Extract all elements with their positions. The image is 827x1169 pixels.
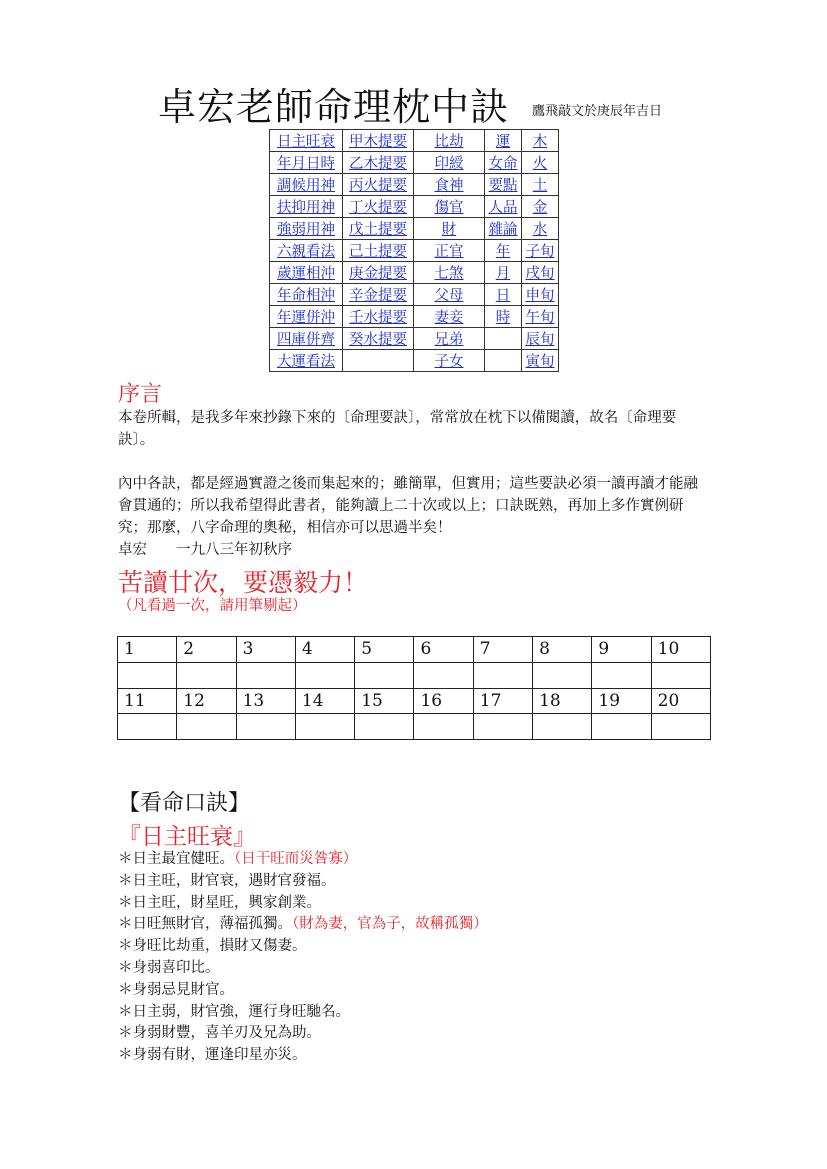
toc-cell — [414, 196, 485, 218]
page-subtitle: 鷹飛敲文於庚辰年吉日 — [532, 104, 663, 119]
motto-heading: 苦讀廿次，要憑毅力！ — [118, 568, 369, 597]
toc-link[interactable]: 年運併沖 — [277, 310, 335, 326]
toc-row — [270, 174, 559, 196]
grid-number-cell: 17 — [473, 688, 532, 714]
grid-number-cell: 8 — [533, 637, 592, 663]
grid-check-cell[interactable] — [355, 714, 414, 740]
grid-number-cell: 18 — [533, 688, 592, 714]
toc-cell — [522, 328, 559, 350]
toc-cell — [485, 306, 522, 328]
oral-tip-note: （日干旺而災咎寡） — [234, 851, 358, 867]
grid-check-cell[interactable] — [118, 714, 177, 740]
toc-link[interactable]: 財 — [441, 222, 457, 238]
toc-cell — [270, 174, 343, 196]
grid-number-row — [118, 637, 711, 663]
oral-tip-item — [118, 849, 488, 871]
grid-number-cell: 15 — [355, 688, 414, 714]
toc-cell — [343, 240, 414, 262]
toc-link[interactable]: 辰旬 — [525, 332, 555, 348]
oral-heading: 【看命口訣】 — [118, 791, 251, 816]
grid-check-cell[interactable] — [592, 662, 651, 688]
toc-link[interactable]: 丁火提要 — [349, 200, 407, 216]
oral-tips-list — [118, 849, 488, 1067]
toc-cell — [270, 350, 343, 372]
toc-cell — [270, 328, 343, 350]
toc-cell — [270, 306, 343, 328]
grid-number-cell: 4 — [295, 637, 354, 663]
oral-tip-item — [118, 914, 488, 936]
toc-cell — [522, 196, 559, 218]
toc-link[interactable]: 雜論 — [488, 222, 518, 238]
preface-para-2: 內中各訣，都是經過實證之後而集起來的；雖簡單，但實用；這些要訣必須一讀再讀才能融會貫通的；所以我希望得此書者，能夠讀上二十次或以上；口訣既熟，再加上多作實例研究；那麼，八字命理的奧秘，相信亦可以思過半矣！ — [118, 476, 698, 536]
toc-cell — [485, 240, 522, 262]
oral-tip-text: ＊日主弱，財官強，運行身旺馳名。 — [118, 1003, 350, 1020]
oral-tip-text: ＊日主最宜健旺。 — [118, 851, 234, 867]
toc-link[interactable]: 食神 — [434, 178, 464, 194]
toc-link[interactable]: 水 — [532, 222, 548, 238]
toc-cell — [343, 306, 414, 328]
oral-tip-text: ＊身弱財豐，喜羊刃及兄為助。 — [118, 1025, 321, 1042]
toc-link[interactable]: 日主旺衰 — [277, 134, 335, 150]
toc-link[interactable]: 強弱用神 — [277, 222, 335, 238]
grid-number-cell: 14 — [295, 688, 354, 714]
toc-row — [270, 284, 559, 306]
toc-cell — [522, 130, 559, 152]
toc-cell — [522, 262, 559, 284]
toc-cell — [485, 152, 522, 174]
toc-link[interactable]: 妻妾 — [434, 310, 464, 326]
oral-tip-note: （財為妻，官為子，故稱孤獨） — [292, 916, 488, 933]
toc-link[interactable]: 七煞 — [434, 266, 464, 282]
grid-number-cell: 19 — [592, 688, 651, 714]
toc-link[interactable]: 父母 — [434, 288, 464, 304]
toc-row — [270, 152, 559, 174]
toc-cell — [414, 130, 485, 152]
toc-cell — [485, 328, 522, 350]
toc-cell — [270, 284, 343, 306]
title-row — [158, 76, 718, 129]
toc-cell — [522, 306, 559, 328]
toc-cell — [485, 130, 522, 152]
toc-link[interactable]: 申旬 — [525, 288, 555, 304]
page-title: 卓宏老師命理枕中訣 — [158, 85, 510, 129]
toc-cell — [522, 240, 559, 262]
toc-link[interactable]: 月 — [495, 266, 511, 282]
toc-cell — [343, 196, 414, 218]
toc-cell — [522, 350, 559, 372]
grid-number-cell: 13 — [236, 688, 295, 714]
toc-link[interactable]: 要點 — [488, 178, 518, 194]
grid-check-cell[interactable] — [473, 714, 532, 740]
toc-link[interactable]: 土 — [532, 178, 548, 194]
toc-link[interactable]: 扶抑用神 — [277, 200, 335, 216]
toc-link[interactable]: 人品 — [488, 200, 518, 216]
grid-check-cell[interactable] — [236, 714, 295, 740]
grid-check-cell[interactable] — [414, 714, 473, 740]
toc-link[interactable]: 壬水提要 — [349, 310, 407, 326]
grid-check-cell[interactable] — [533, 662, 592, 688]
toc-cell — [485, 174, 522, 196]
toc-cell — [414, 218, 485, 240]
reading-count-grid — [117, 636, 711, 740]
toc-link[interactable]: 甲木提要 — [349, 134, 407, 150]
toc-cell — [485, 350, 522, 372]
grid-number-row — [118, 688, 711, 714]
grid-check-cell[interactable] — [473, 662, 532, 688]
grid-number-cell: 3 — [236, 637, 295, 663]
toc-link[interactable]: 六親看法 — [277, 244, 335, 260]
oral-tip-item — [118, 1023, 488, 1045]
toc-cell — [270, 218, 343, 240]
toc-cell — [270, 262, 343, 284]
toc-cell — [343, 218, 414, 240]
grid-check-cell[interactable] — [295, 714, 354, 740]
toc-row — [270, 306, 559, 328]
toc-link[interactable]: 丙火提要 — [349, 178, 407, 194]
toc-link[interactable]: 年命相沖 — [277, 288, 335, 304]
toc-cell — [414, 328, 485, 350]
toc-cell — [343, 262, 414, 284]
toc-cell — [343, 328, 414, 350]
toc-cell — [414, 240, 485, 262]
oral-tip-item — [118, 871, 488, 893]
grid-check-cell[interactable] — [533, 714, 592, 740]
grid-number-cell: 2 — [177, 637, 236, 663]
oral-tip-text: ＊日主旺，財星旺，興家創業。 — [118, 894, 321, 911]
oral-tip-item — [118, 936, 488, 958]
toc-cell — [270, 130, 343, 152]
toc-link[interactable]: 己土提要 — [349, 244, 407, 260]
grid-check-row — [118, 714, 711, 740]
toc-cell — [270, 152, 343, 174]
toc-link[interactable]: 寅旬 — [525, 354, 555, 370]
grid-check-cell[interactable] — [592, 714, 651, 740]
grid-number-cell: 5 — [355, 637, 414, 663]
oral-tip-text: ＊身旺比劫重，損財又傷妻。 — [118, 938, 307, 955]
toc-cell — [270, 196, 343, 218]
oral-tip-text: ＊身弱忌見財官。 — [118, 981, 234, 998]
toc-link[interactable]: 年 — [495, 244, 511, 260]
grid-check-cell[interactable] — [651, 662, 710, 688]
toc-cell — [522, 152, 559, 174]
toc-link[interactable]: 戊土提要 — [349, 222, 407, 238]
toc-cell — [343, 152, 414, 174]
grid-check-cell[interactable] — [414, 662, 473, 688]
grid-number-cell: 9 — [592, 637, 651, 663]
grid-check-cell[interactable] — [118, 662, 177, 688]
toc-link[interactable]: 正官 — [434, 244, 464, 260]
toc-link[interactable]: 日 — [495, 288, 511, 304]
oral-subheading: 『日主旺衰』 — [118, 824, 256, 850]
toc-table — [269, 129, 559, 372]
toc-cell — [343, 130, 414, 152]
grid-number-cell: 7 — [473, 637, 532, 663]
toc-row — [270, 240, 559, 262]
grid-check-cell[interactable] — [177, 714, 236, 740]
oral-tip-item — [118, 958, 488, 980]
toc-link[interactable]: 金 — [532, 200, 548, 216]
grid-number-cell: 12 — [177, 688, 236, 714]
grid-check-cell[interactable] — [651, 714, 710, 740]
grid-number-cell: 20 — [651, 688, 710, 714]
toc-cell — [414, 284, 485, 306]
toc-cell — [522, 218, 559, 240]
toc-row — [270, 262, 559, 284]
oral-tip-item — [118, 893, 488, 915]
toc-cell — [414, 262, 485, 284]
preface-para-1: 本卷所輯，是我多年來抄錄下來的〔命理要訣〕，常常放在枕下以備閱讀，故名〔命理要訣〕。 — [118, 410, 677, 448]
toc-cell — [485, 262, 522, 284]
oral-tip-text: ＊身弱喜印比。 — [118, 959, 220, 976]
toc-cell — [522, 284, 559, 306]
toc-link[interactable]: 運 — [495, 134, 511, 150]
toc-cell — [414, 152, 485, 174]
toc-link[interactable]: 印綬 — [434, 156, 464, 172]
toc-link[interactable]: 午旬 — [525, 310, 555, 326]
grid-number-cell: 16 — [414, 688, 473, 714]
grid-number-cell: 6 — [414, 637, 473, 663]
grid-number-cell: 10 — [651, 637, 710, 663]
toc-cell — [270, 240, 343, 262]
toc-cell — [414, 174, 485, 196]
toc-row — [270, 328, 559, 350]
toc-cell — [343, 350, 414, 372]
grid-number-cell: 1 — [118, 637, 177, 663]
grid-check-cell[interactable] — [177, 662, 236, 688]
toc-link[interactable]: 大運看法 — [277, 354, 335, 370]
toc-cell — [485, 218, 522, 240]
toc-row — [270, 350, 559, 372]
toc-link[interactable]: 庚金提要 — [349, 266, 407, 282]
oral-tip-text: ＊日主旺，財官衰，遇財官發福。 — [118, 872, 336, 889]
toc-link[interactable]: 調候用神 — [277, 178, 335, 194]
toc-link[interactable]: 兄弟 — [434, 332, 464, 348]
toc-row — [270, 196, 559, 218]
grid-number-cell: 11 — [118, 688, 177, 714]
toc-link[interactable]: 子女 — [434, 354, 464, 370]
toc-link[interactable]: 傷官 — [434, 200, 464, 216]
toc-link[interactable]: 火 — [532, 156, 548, 172]
preface-heading: 序言 — [118, 382, 163, 407]
toc-link[interactable]: 辛金提要 — [349, 288, 407, 304]
grid-check-row — [118, 662, 711, 688]
toc-row — [270, 130, 559, 152]
toc-link[interactable]: 癸水提要 — [349, 332, 407, 348]
toc-link[interactable]: 子旬 — [525, 244, 555, 260]
toc-link[interactable]: 女命 — [488, 156, 518, 172]
toc-link[interactable]: 木 — [532, 134, 548, 150]
grid-check-cell[interactable] — [355, 662, 414, 688]
oral-tip-item — [118, 980, 488, 1002]
grid-check-cell[interactable] — [236, 662, 295, 688]
toc-link[interactable]: 時 — [495, 310, 511, 326]
motto-note: （凡看過一次，請用筆剔起） — [118, 598, 307, 614]
preface-signature: 卓宏 一九八三年初秋序 — [118, 542, 292, 558]
oral-tip-text: ＊身弱有財，運逢印星亦災。 — [118, 1047, 307, 1064]
toc-cell — [414, 350, 485, 372]
toc-cell — [485, 196, 522, 218]
toc-link[interactable]: 戌旬 — [525, 266, 555, 282]
grid-check-cell[interactable] — [295, 662, 354, 688]
oral-tip-item — [118, 1002, 488, 1024]
toc-link[interactable]: 歲運相沖 — [277, 266, 335, 282]
toc-link[interactable]: 比劫 — [434, 134, 464, 150]
toc-cell — [485, 284, 522, 306]
toc-cell — [343, 174, 414, 196]
toc-link[interactable]: 年月日時 — [277, 156, 335, 172]
toc-link[interactable]: 乙木提要 — [349, 156, 407, 172]
toc-cell — [343, 284, 414, 306]
toc-cell — [522, 174, 559, 196]
oral-tip-text: ＊日旺無財官，薄福孤獨。 — [118, 916, 292, 933]
oral-tip-item — [118, 1045, 488, 1067]
toc-link[interactable]: 四庫併齊 — [277, 332, 335, 348]
toc-cell — [414, 306, 485, 328]
toc-row — [270, 218, 559, 240]
